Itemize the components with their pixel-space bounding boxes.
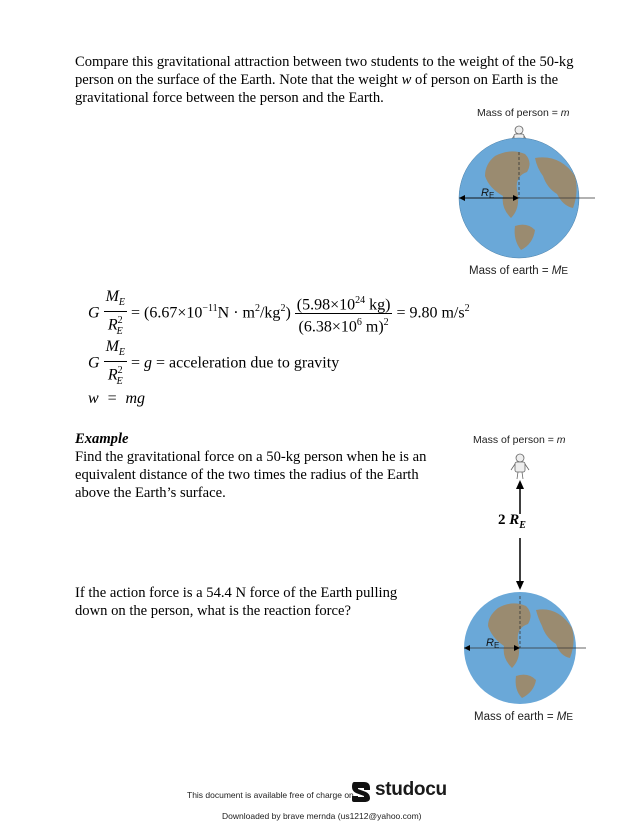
- weight-variable: w: [401, 72, 412, 88]
- figure1-bottom-caption: Mass of earth = ME: [469, 265, 569, 277]
- intro-line-1: Compare this gravitational attraction between two students to the weight of the 50-kg: [75, 54, 574, 70]
- figure2-top-caption: Mass of person = m: [473, 434, 566, 446]
- person-icon: [511, 454, 529, 479]
- intro-text: person on the surface of the Earth. Note that the weight: [75, 72, 402, 88]
- equation-1: G $\frac{M_E}{R^2_E}$ = $(6.67\times 10^{-11}N \cdot m^2/kg^2)$ $\frac{(5.98\times 10^{24} kg)}{(6.38\times 10^6 m)^2}$ = 9.80 $m/s^2$: [88, 288, 470, 337]
- example-heading: Example: [75, 431, 129, 447]
- intro-text: of person on Earth is the: [411, 72, 559, 88]
- footer-downloaded-text: Downloaded by brave mernda (us1212@yahoo.com): [222, 811, 422, 821]
- figure2-bottom-caption: Mass of earth = ME: [474, 711, 574, 723]
- studocu-brand-text: studocu: [375, 779, 447, 800]
- example-line-1: Find the gravitational force on a 50-kg person when he is an: [75, 449, 427, 465]
- question-line-2: down on the person, what is the reaction force?: [75, 603, 351, 619]
- intro-line-2: [75, 71, 558, 89]
- intro-line-3: gravitational force between the person and the Earth.: [75, 90, 384, 106]
- footer-available-text: This document is available free of charge on: [187, 790, 354, 800]
- studocu-logo[interactable]: [350, 778, 447, 802]
- equation-3: w = mg: [88, 390, 146, 407]
- radius-label: RE: [481, 187, 495, 200]
- earth-figure-1: [455, 118, 595, 278]
- question-line-1: If the action force is a 54.4 N force of the Earth pulling: [75, 585, 398, 601]
- distance-label: 2 $R_E$: [498, 512, 526, 531]
- studocu-logo-icon: [350, 778, 372, 802]
- example-line-2: equivalent distance of the two times the radius of the Earth: [75, 467, 419, 483]
- earth-figure-2: [460, 446, 590, 716]
- figure1-top-caption: Mass of person = m: [477, 107, 570, 119]
- equation-2: G $\frac{M_E}{R^2_E}$ = g = acceleration due to gravity: [88, 338, 340, 387]
- radius-label: RE: [486, 637, 500, 650]
- example-line-3: above the Earth’s surface.: [75, 485, 226, 501]
